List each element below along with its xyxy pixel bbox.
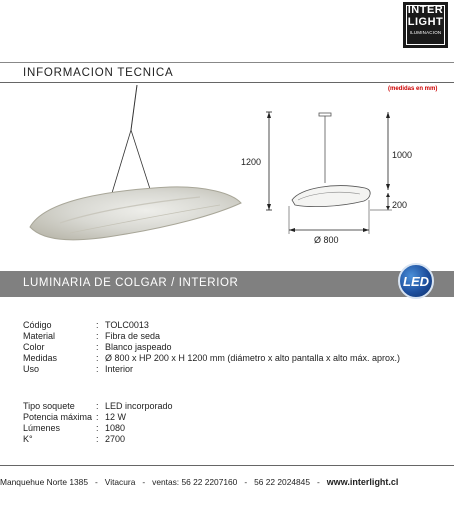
section-divider <box>0 82 454 83</box>
spec-value: Fibra de seda <box>105 331 161 341</box>
spec-label: Color <box>23 342 45 352</box>
spec-label: Potencia máxima <box>23 412 93 422</box>
footer-commune: Vitacura <box>104 477 136 487</box>
cable-length-label: 1000 <box>392 150 413 160</box>
spec-colon: : <box>96 412 99 422</box>
spec-row <box>23 320 443 331</box>
diameter-arrow-right <box>363 228 369 232</box>
footer-separator: - <box>95 477 98 487</box>
logo-line-2: LIGHT <box>407 16 444 28</box>
logo-line-3: ILUMINACION <box>409 30 442 35</box>
height-arrow-top <box>267 112 271 118</box>
cable-arrow-top <box>386 112 390 118</box>
diameter-label: Ø 800 <box>314 235 339 245</box>
spec-value: Interior <box>105 364 134 374</box>
spec-row <box>23 342 443 353</box>
spec-row <box>23 423 443 434</box>
footer-separator: - <box>316 477 320 487</box>
shade-arrow-bottom <box>386 206 390 210</box>
brand-logo <box>403 2 448 48</box>
diameter-arrow-left <box>289 228 295 232</box>
ceiling-canopy <box>319 113 331 116</box>
footer-sales-phone: ventas: 56 22 2207160 <box>152 477 238 487</box>
total-height-label: 1200 <box>241 157 262 167</box>
suspension-wire-right <box>131 130 150 189</box>
spec-row <box>23 331 443 342</box>
section-title: INFORMACION TECNICA <box>23 67 174 79</box>
spec-colon: : <box>96 401 99 411</box>
drawing-lamp-outline <box>292 186 370 207</box>
spec-colon: : <box>96 423 99 433</box>
spec-row <box>23 434 443 445</box>
shade-height-label: 200 <box>392 200 408 210</box>
spec-value: 2700 <box>105 434 126 444</box>
suspension-cable <box>131 85 137 130</box>
category-title: LUMINARIA DE COLGAR / INTERIOR <box>23 277 239 289</box>
spec-row <box>23 364 443 375</box>
spec-value: Blanco jaspeado <box>105 342 172 352</box>
footer-website-link[interactable]: www.interlight.cl <box>326 477 399 487</box>
footer-divider <box>0 465 454 466</box>
footer <box>0 477 454 487</box>
product-photo <box>0 85 250 255</box>
header-divider <box>0 62 454 63</box>
spec-value: Ø 800 x HP 200 x H 1200 mm (diámetro x alto pantalla x alto máx. aprox.) <box>105 353 400 363</box>
spec-row <box>23 353 443 364</box>
spec-label: Material <box>23 331 56 341</box>
logo-line-1: INTER <box>407 4 444 16</box>
footer-separator: - <box>142 477 146 487</box>
spec-label: K° <box>23 434 33 444</box>
spec-label: Medidas <box>23 353 58 363</box>
spec-label: Tipo soquete <box>23 401 75 411</box>
spec-value: TOLC0013 <box>105 320 149 330</box>
spec-label: Código <box>23 320 52 330</box>
units-note: (medidas en mm) <box>388 86 438 92</box>
spec-label: Uso <box>23 364 40 374</box>
spec-row <box>23 401 443 412</box>
spec-colon: : <box>96 434 99 444</box>
height-arrow-bottom <box>267 204 271 210</box>
spec-row <box>23 412 443 423</box>
spec-value: 12 W <box>105 412 127 422</box>
footer-address: Manquehue Norte 1385 <box>0 477 89 487</box>
logo-frame <box>406 5 445 45</box>
spec-colon: : <box>96 364 99 374</box>
footer-phone-2: 56 22 2024845 <box>254 477 310 487</box>
cable-arrow-bottom <box>386 184 390 190</box>
lamp-shade <box>30 187 241 240</box>
spec-colon: : <box>96 331 99 341</box>
suspension-wire-left <box>112 130 131 193</box>
led-badge: LED <box>398 263 434 299</box>
spec-colon: : <box>96 320 99 330</box>
spec-value: 1080 <box>105 423 126 433</box>
spec-value: LED incorporado <box>105 401 173 411</box>
shade-arrow-top <box>386 193 390 197</box>
spec-colon: : <box>96 342 99 352</box>
spec-colon: : <box>96 353 99 363</box>
spec-label: Lúmenes <box>23 423 61 433</box>
footer-separator: - <box>244 477 248 487</box>
